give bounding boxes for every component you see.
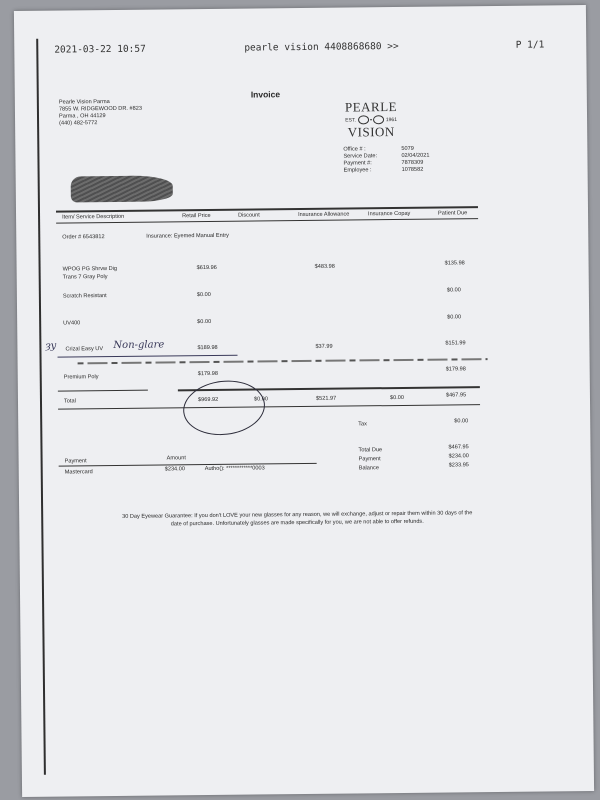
guarantee-text	[107, 510, 487, 529]
col-retail-price: Retail Price	[182, 212, 211, 220]
item-retail: $0.00	[197, 318, 212, 326]
invoice-title: Invoice	[250, 89, 281, 100]
item-description-2: Trans 7 Gray Poly	[62, 274, 108, 281]
summary-total-due-label: Total Due	[358, 447, 383, 454]
logo-top-word: PEARLE	[344, 99, 398, 115]
fax-header	[54, 39, 556, 58]
item-retail: $189.98	[197, 344, 218, 352]
item-allowance: $37.99	[315, 343, 333, 350]
item-due: $151.99	[445, 340, 466, 347]
item-retail: $619.96	[196, 264, 217, 272]
fax-page: P 1/1	[515, 39, 545, 51]
summary-balance-label: Balance	[358, 465, 379, 472]
redacted-customer-name	[71, 175, 173, 202]
item-due: $0.00	[447, 314, 462, 321]
item-due: $179.98	[445, 366, 466, 373]
header-rule-top	[56, 206, 478, 212]
item-description: WPOG PG Shrvw Dig	[62, 265, 118, 273]
store-info	[59, 99, 142, 128]
total-label: Total	[63, 398, 76, 405]
total-retail: $969.92	[197, 396, 219, 404]
col-description: Item/ Service Description	[62, 213, 125, 221]
col-patient-due: Patient Due	[438, 210, 468, 217]
payment-auth: Autho(): ************0003	[204, 465, 265, 473]
fax-noise-line	[78, 358, 488, 364]
item-description: UV400	[63, 320, 81, 327]
logo-est: EST.	[345, 116, 356, 124]
item-retail: $0.00	[196, 291, 211, 299]
invoice-page	[14, 5, 594, 797]
detail-service-date: Service Date: 02/04/2021	[343, 152, 430, 160]
item-description: Premium Poly	[63, 374, 99, 381]
handwritten-circle	[180, 376, 268, 439]
total-rule	[58, 404, 480, 409]
item-due: $135.98	[444, 260, 465, 267]
item-allowance: $483.98	[314, 263, 335, 270]
tax-value: $0.00	[454, 418, 469, 425]
total-discount: $0.00	[253, 396, 269, 403]
store-phone: (440) 482-5772	[59, 120, 98, 127]
glasses-icon	[358, 115, 384, 124]
store-address: 7855 W. RIDGEWOOD DR. #823	[58, 105, 142, 113]
total-copay: $0.00	[389, 394, 405, 402]
payment-amount: $234.00	[164, 466, 185, 473]
detail-office: Office # : 5079	[343, 145, 414, 153]
logo-year: 1961	[385, 116, 397, 123]
order-number: Order # 6543812	[62, 234, 105, 241]
col-insurance-copay: Insurance Copay	[368, 210, 411, 218]
summary-balance-value: $233.95	[448, 462, 469, 469]
summary-payment-value: $234.00	[448, 453, 469, 460]
payment-method: Mastercard	[64, 469, 93, 476]
summary-payment-label: Payment	[358, 456, 381, 463]
col-insurance-allowance: Insurance Allowance	[298, 211, 350, 219]
guarantee-line-2: date of purchase. Unfortunately glasses are made specifically for you, we are not able to offer refunds.	[170, 518, 424, 527]
payment-head-label: Payment	[64, 458, 87, 465]
tax-label: Tax	[358, 421, 367, 428]
summary-total-due-value: $467.95	[448, 444, 469, 451]
item-due: $0.00	[446, 287, 461, 294]
col-discount: Discount	[238, 212, 260, 219]
store-name: Pearle Vision Parma	[58, 99, 110, 106]
item-retail: $179.98	[197, 370, 218, 378]
pearle-vision-logo	[345, 99, 398, 141]
order-insurance: Insurance: Eyemed Manual Entry	[146, 232, 230, 240]
handwritten-note: Non-glare	[113, 339, 165, 351]
logo-bottom-word: VISION	[347, 124, 395, 140]
fax-sender: pearle vision 4408868680 >>	[244, 40, 399, 54]
handwritten-underline	[58, 355, 238, 358]
payment-head-amount: Amount	[166, 455, 186, 462]
total-due: $467.95	[445, 392, 467, 399]
subtotal-rule-left	[58, 390, 148, 392]
total-allowance: $521.97	[315, 395, 337, 402]
page-edge-line	[36, 39, 46, 775]
store-city: Parma , OH 44129	[58, 113, 106, 120]
item-description: Scratch Resistant	[62, 293, 107, 300]
detail-payment-number: Payment #: 7878309	[343, 159, 424, 167]
detail-employee: Employee : 1078582	[343, 166, 424, 174]
handwritten-mark: ȝy	[45, 340, 57, 352]
item-description: Crizal Easy UV	[65, 346, 104, 353]
guarantee-line-1: 30 Day Eyewear Guarantee: If you don't LOVE your new glasses for any reason, we will exchange, adjust or repair them within 30 days of the	[122, 510, 473, 520]
fax-timestamp: 2021-03-22 10:57	[54, 43, 146, 56]
invoice-details	[343, 145, 473, 174]
payment-rule	[59, 463, 317, 467]
